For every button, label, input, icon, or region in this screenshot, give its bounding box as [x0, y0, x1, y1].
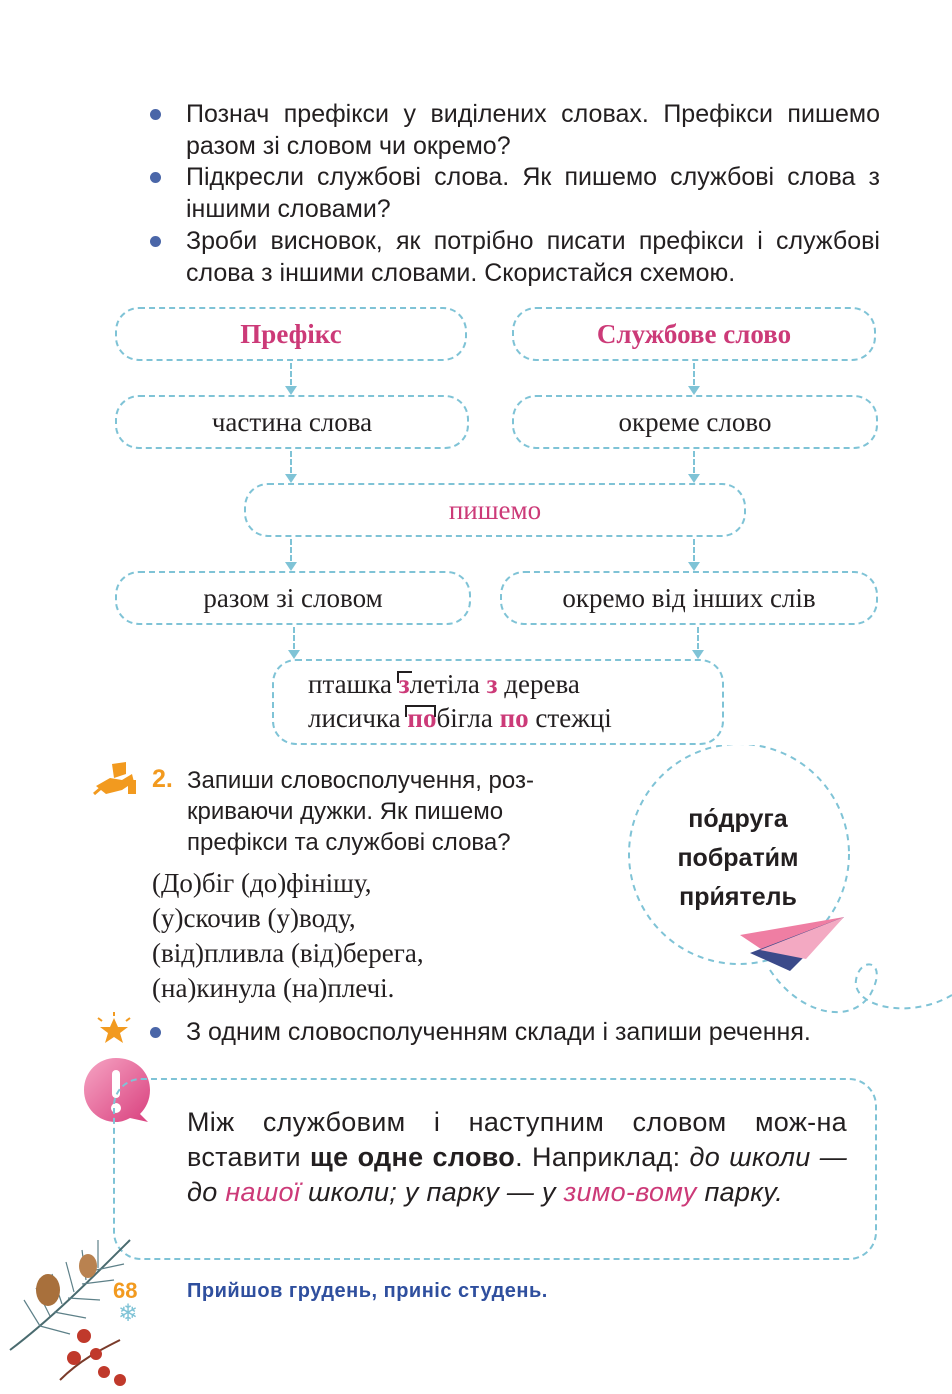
arrow-down-icon: [290, 363, 292, 393]
arrow-down-icon: [693, 539, 695, 569]
arrow-down-icon: [693, 451, 695, 481]
word-item: по́друга: [688, 805, 788, 833]
scheme-write-box: пишемо: [244, 483, 746, 537]
scheme-separately-box: окремо від інших слів: [500, 571, 878, 625]
bullet-item: Зроби висновок, як потрібно писати префікси і службові слова з іншими словами. Скористайся схемою.: [150, 225, 880, 289]
phrase-line: (від)пливла (від)берега,: [152, 938, 424, 968]
snowflake-icon: ❄: [118, 1300, 139, 1327]
bullet-dot-icon: [150, 172, 161, 183]
phrase-line: (на)кинула (на)плечі.: [152, 973, 395, 1003]
bullet-dot-icon: [150, 109, 161, 120]
phrase-line: (у)скочив (у)воду,: [152, 903, 356, 933]
task-number: 2.: [152, 765, 173, 793]
example-line-2: лисичка побігла по стежці: [308, 703, 612, 733]
example-line-1: пташка злетіла з дерева: [308, 669, 580, 699]
scheme-separate-word-box: окреме слово: [512, 395, 878, 449]
arrow-down-icon: [697, 627, 699, 657]
arrow-down-icon: [693, 363, 695, 393]
arrow-down-icon: [293, 627, 295, 657]
scheme-function-word-box: Службове слово: [512, 307, 876, 361]
bullet-item: Підкресли службові слова. Як пишемо службові слова з іншими словами?: [150, 161, 880, 225]
page-number: 68: [113, 1278, 138, 1303]
word-item: при́ятель: [679, 883, 797, 911]
word-item: побрати́м: [677, 844, 799, 872]
scheme-part-of-word-box: частина слова: [115, 395, 469, 449]
bullet-item: З одним словосполученням склади і запиши речення.: [150, 1016, 880, 1048]
scheme-prefix-box: Префікс: [115, 307, 467, 361]
star-icon: [94, 1012, 134, 1050]
bullet-dot-icon: [150, 1027, 161, 1038]
task-text-line: криваючи дужки. Як пишемо: [187, 798, 504, 825]
writing-hand-icon: [92, 760, 138, 800]
phrase-line: (До)біг (до)фінішу,: [152, 868, 372, 898]
arrow-down-icon: [290, 451, 292, 481]
task-text-line: префікси та службові слова?: [187, 829, 511, 856]
word-list: [640, 800, 836, 917]
bullet-item: Познач префікси у виділених словах. Префікси пишемо разом зі словом чи окремо?: [150, 98, 880, 162]
footer-proverb: Прийшов грудень, приніс студень.: [187, 1280, 548, 1302]
rule-note-text: Між службовим і наступним словом мож-на вставити ще одне слово. Наприклад: до школи — до нашої школи; у парку — у зимо-вому парку.: [187, 1107, 847, 1207]
task-text-line: Запиши словосполучення, роз-: [187, 767, 534, 794]
scheme-together-box: разом зі словом: [115, 571, 471, 625]
bullet-dot-icon: [150, 236, 161, 247]
arrow-down-icon: [290, 539, 292, 569]
